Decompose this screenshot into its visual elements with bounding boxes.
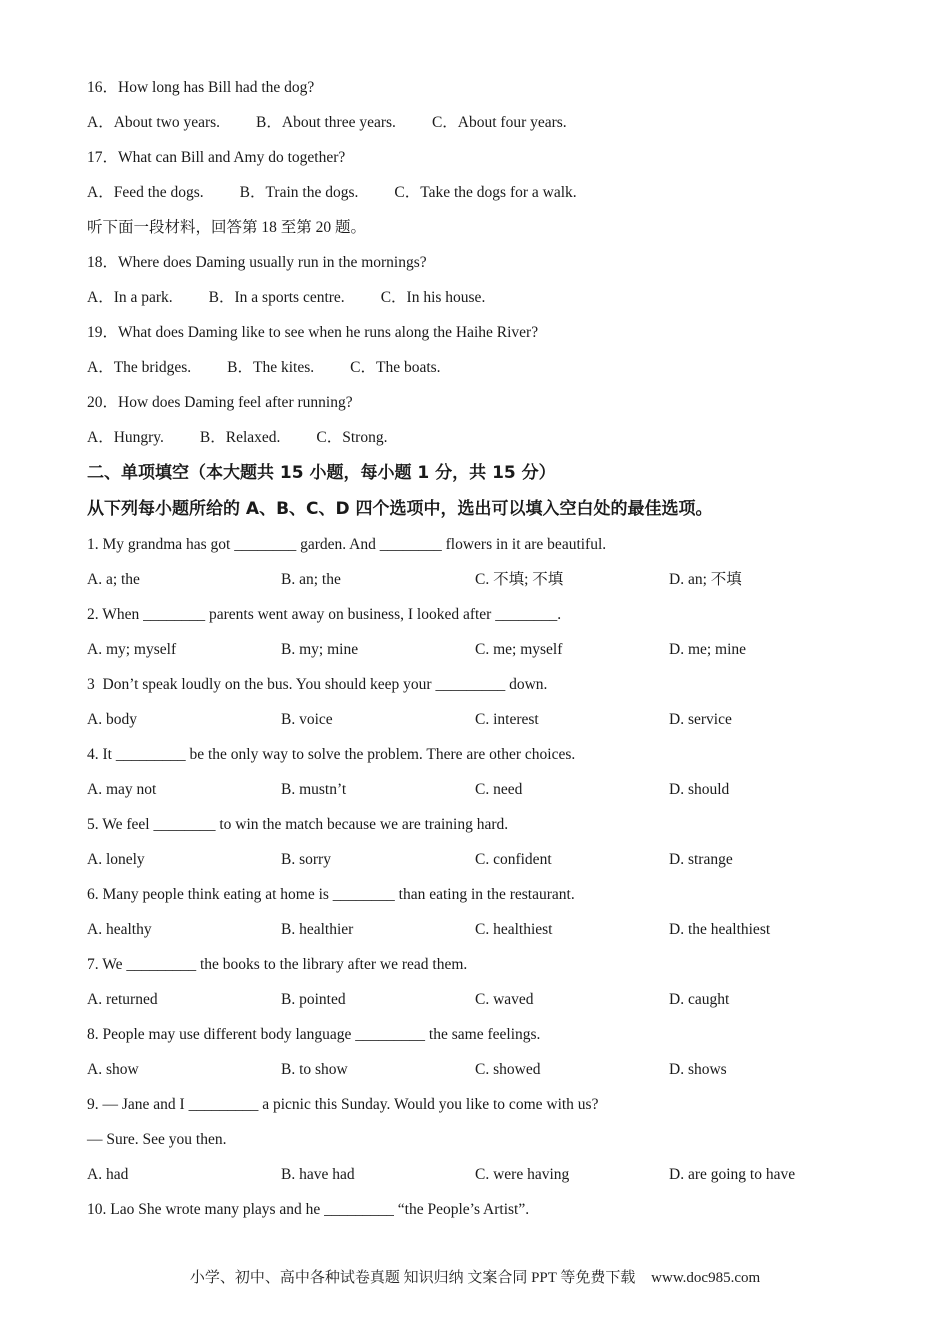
option: C. waved — [475, 991, 534, 1008]
option: C．The boats. — [350, 359, 441, 376]
mc-question-9: 9. — Jane and I _________ a picnic this Sunday. Would you like to come with us? — [87, 1096, 599, 1113]
option: A．Hungry. — [87, 429, 164, 446]
option: C. showed — [475, 1061, 541, 1078]
question-20: 20．How does Daming feel after running? — [87, 394, 353, 411]
option: D. caught — [669, 991, 730, 1008]
option: D. shows — [669, 1061, 727, 1078]
options-16 — [87, 105, 887, 140]
options-20 — [87, 420, 887, 455]
option: B. sorry — [281, 851, 331, 868]
option: B. mustn’t — [281, 781, 347, 798]
option: A．About two years. — [87, 114, 221, 131]
option: C．In his house. — [380, 289, 486, 306]
option: C．Strong. — [316, 429, 388, 446]
option: D. the healthiest — [669, 921, 771, 938]
option: A．In a park. — [87, 289, 173, 306]
mc-options-9 — [87, 1157, 887, 1192]
mc-options-7 — [87, 982, 887, 1017]
option: B．Train the dogs. — [239, 184, 359, 201]
option: B．The kites. — [227, 359, 315, 376]
mc-question-10: 10. Lao She wrote many plays and he _________ “the People’s Artist”. — [87, 1201, 530, 1218]
options-19 — [87, 350, 887, 385]
options-17 — [87, 175, 887, 210]
exam-page — [87, 70, 887, 1227]
option: A. show — [87, 1061, 139, 1078]
option: D. me; mine — [669, 641, 747, 658]
option: A. body — [87, 711, 137, 728]
mc-options-1 — [87, 562, 887, 597]
question-19: 19．What does Daming like to see when he runs along the Haihe River? — [87, 324, 539, 341]
option: B. an; the — [281, 571, 341, 588]
option: B．About three years. — [256, 114, 396, 131]
option: D. should — [669, 781, 730, 798]
mc-options-8 — [87, 1052, 887, 1087]
mc-question-9-reply: — Sure. See you then. — [87, 1131, 227, 1148]
option: A. may not — [87, 781, 157, 798]
option: A. my; myself — [87, 641, 177, 658]
option: B．Relaxed. — [199, 429, 281, 446]
mc-options-6 — [87, 912, 887, 947]
mc-question-5: 5. We feel ________ to win the match because we are training hard. — [87, 816, 509, 833]
option: C. confident — [475, 851, 552, 868]
mc-question-4: 4. It _________ be the only way to solve the problem. There are other choices. — [87, 746, 576, 763]
option: A. a; the — [87, 571, 140, 588]
option: D. an; 不填 — [669, 571, 742, 588]
mc-options-3 — [87, 702, 887, 737]
mc-question-7: 7. We _________ the books to the library after we read them. — [87, 956, 468, 973]
option: B. pointed — [281, 991, 346, 1008]
option: D. service — [669, 711, 732, 728]
option: B．In a sports centre. — [208, 289, 345, 306]
mc-options-2 — [87, 632, 887, 667]
options-18 — [87, 280, 887, 315]
question-16: 16．How long has Bill had the dog? — [87, 79, 315, 96]
footer-site-link[interactable]: www.doc985.com — [651, 1270, 761, 1286]
option: C. interest — [475, 711, 539, 728]
option: C. were having — [475, 1166, 570, 1183]
mc-question-3: 3 Don’t speak loudly on the bus. You should keep your _________ down. — [87, 676, 548, 693]
mc-question-8: 8. People may use different body language _________ the same feelings. — [87, 1026, 541, 1043]
option: B. voice — [281, 711, 333, 728]
option: D. are going to have — [669, 1166, 796, 1183]
option: C．About four years. — [431, 114, 567, 131]
mc-options-4 — [87, 772, 887, 807]
page-footer — [0, 1266, 950, 1287]
option: B. to show — [281, 1061, 348, 1078]
option: C. 不填; 不填 — [475, 571, 564, 588]
option: C. need — [475, 781, 523, 798]
question-17: 17．What can Bill and Amy do together? — [87, 149, 346, 166]
option: C．Take the dogs for a walk. — [394, 184, 577, 201]
section-instruction: 从下列每小题所给的 A、B、C、D 四个选项中，选出可以填入空白处的最佳选项。 — [87, 499, 713, 519]
option: D. strange — [669, 851, 733, 868]
option: C. me; myself — [475, 641, 563, 658]
mc-question-6: 6. Many people think eating at home is ________ than eating in the restaurant. — [87, 886, 575, 903]
option: A. had — [87, 1166, 129, 1183]
listening-instruction: 听下面一段材料，回答第 18 至第 20 题。 — [87, 219, 367, 236]
mc-question-1: 1. My grandma has got ________ garden. And ________ flowers in it are beautiful. — [87, 536, 607, 553]
section-title: 二、单项填空（本大题共 15 小题，每小题 1 分，共 15 分） — [87, 463, 556, 483]
option: C. healthiest — [475, 921, 553, 938]
option: B. have had — [281, 1166, 355, 1183]
option: A. returned — [87, 991, 158, 1008]
option: A．Feed the dogs. — [87, 184, 204, 201]
option: B. my; mine — [281, 641, 359, 658]
option: A．The bridges. — [87, 359, 192, 376]
option: A. lonely — [87, 851, 145, 868]
question-18: 18．Where does Daming usually run in the mornings? — [87, 254, 427, 271]
option: B. healthier — [281, 921, 354, 938]
mc-options-5 — [87, 842, 887, 877]
mc-question-2: 2. When ________ parents went away on business, I looked after ________. — [87, 606, 562, 623]
footer-text: 小学、初中、高中各种试卷真题 知识归纳 文案合同 PPT 等免费下载 — [189, 1270, 636, 1286]
option: A. healthy — [87, 921, 152, 938]
